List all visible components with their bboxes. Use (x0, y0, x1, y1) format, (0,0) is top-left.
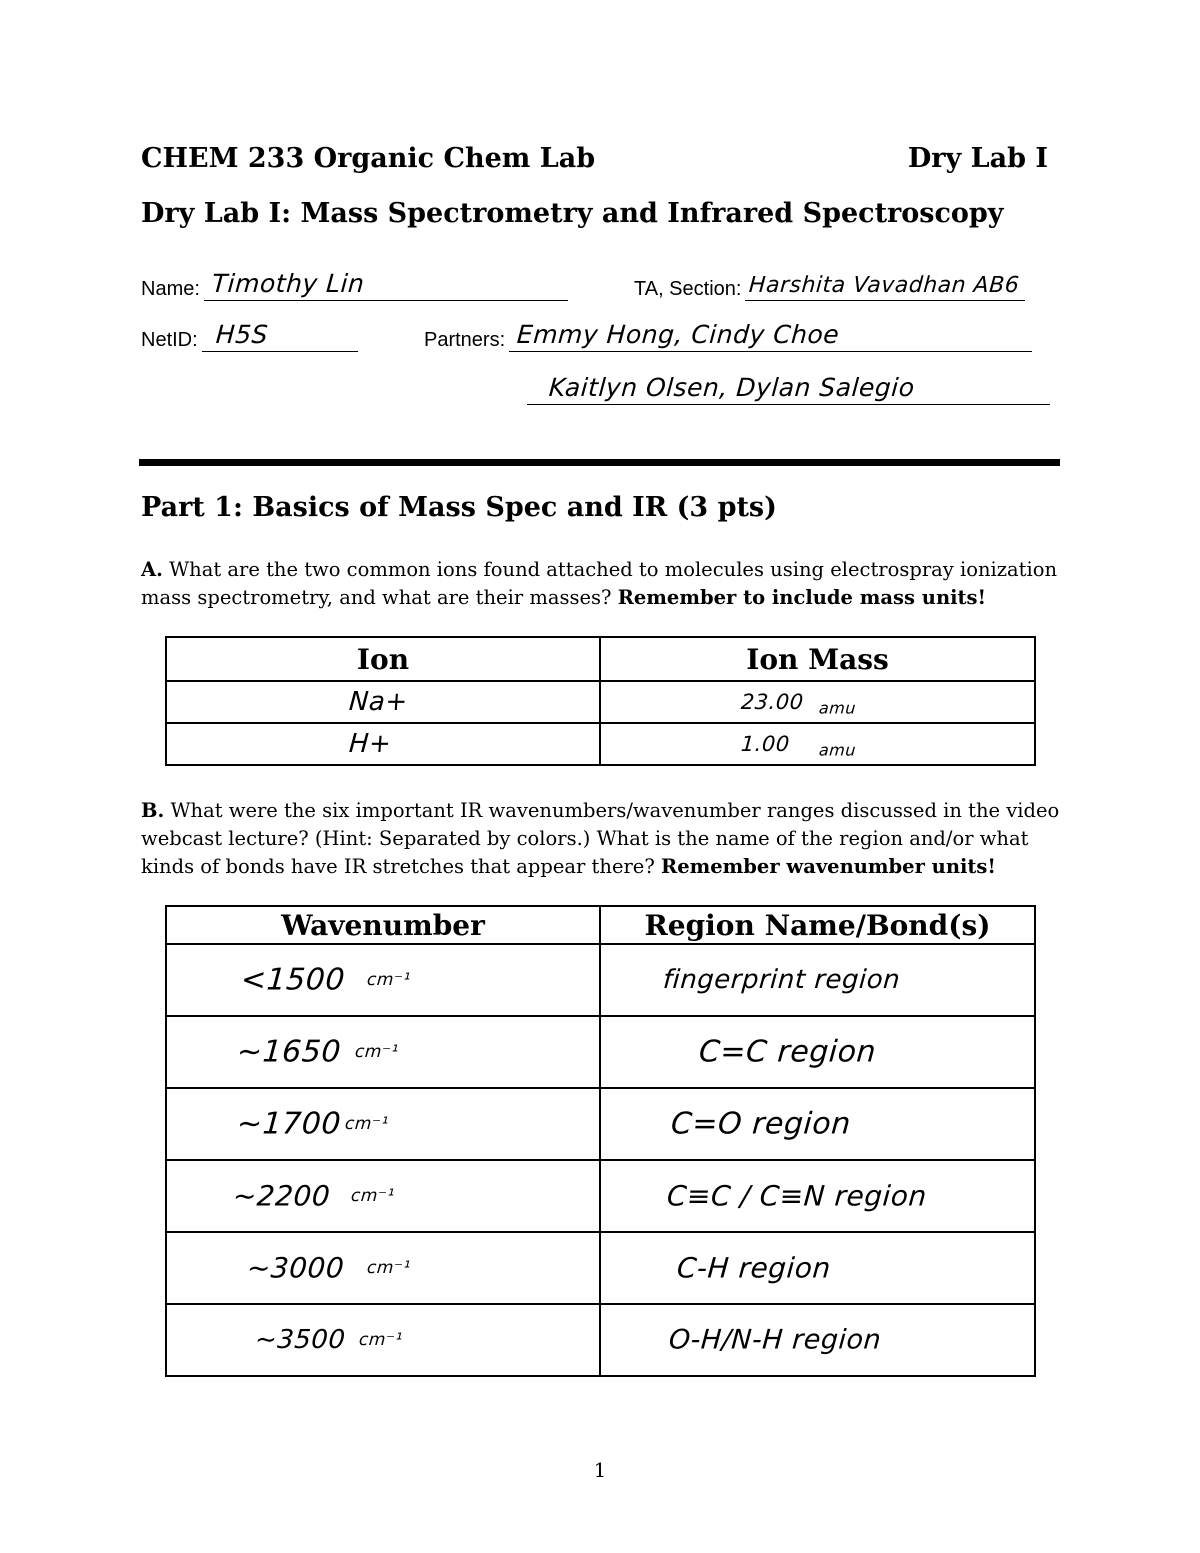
table-row (166, 1160, 1035, 1232)
ion-value: Na+ (347, 687, 409, 717)
ion-table (165, 636, 1036, 766)
partners-label: Partners: (424, 329, 506, 351)
wavenumber-header: Wavenumber (166, 906, 600, 944)
name-blank[interactable] (204, 270, 568, 301)
table-row (166, 1088, 1035, 1160)
table-row (166, 944, 1035, 1016)
ir-table-header (166, 906, 1035, 944)
ion-mass-unit: amu (818, 698, 857, 718)
part-title: Part 1: Basics of Mass Spec and IR (3 pts) (141, 492, 777, 523)
wavenumber-cell[interactable] (166, 1160, 600, 1232)
partners-field-2 (527, 374, 1050, 405)
partners-line-1: Emmy Hong, Cindy Choe (516, 320, 841, 349)
region-cell[interactable] (600, 1160, 1035, 1232)
wavenumber-value: ~2200 (231, 1179, 332, 1213)
wavenumber-unit: cm⁻¹ (350, 1186, 396, 1206)
ion-mass-cell[interactable] (600, 681, 1035, 723)
question-a (141, 556, 1066, 612)
ion-cell[interactable] (166, 681, 600, 723)
region-value: fingerprint region (661, 965, 902, 995)
region-value: O-H/N-H region (667, 1324, 883, 1356)
ion-header: Ion (166, 637, 600, 681)
wavenumber-unit: cm⁻¹ (358, 1330, 404, 1350)
partners-line-2: Kaitlyn Olsen, Dylan Salegio (547, 373, 916, 402)
document-title: Dry Lab I: Mass Spectrometry and Infrared Spectroscopy (141, 198, 1004, 229)
ion-mass-cell[interactable] (600, 723, 1035, 765)
ta-field (634, 270, 1025, 301)
region-value: C≡C / C≡N region (665, 1179, 928, 1213)
wavenumber-unit: cm⁻¹ (344, 1114, 390, 1134)
question-b-emphasis: Remember wavenumber units! (661, 855, 996, 878)
wavenumber-cell[interactable] (166, 1088, 600, 1160)
wavenumber-cell[interactable] (166, 944, 600, 1016)
section-divider (139, 459, 1060, 466)
wavenumber-value: ~1700 (235, 1106, 343, 1142)
region-cell[interactable] (600, 944, 1035, 1016)
ion-mass-value: 23.00 (740, 690, 805, 714)
ir-table (165, 905, 1036, 1377)
question-a-letter: A. (141, 558, 163, 581)
table-row (166, 723, 1035, 765)
netid-value: H5S (214, 320, 269, 349)
lab-number: Dry Lab I (907, 143, 1048, 174)
wavenumber-value: <1500 (239, 962, 347, 998)
wavenumber-unit: cm⁻¹ (366, 1258, 412, 1278)
name-value: Timothy Lin (210, 269, 366, 298)
ta-blank[interactable] (745, 270, 1025, 301)
region-cell[interactable] (600, 1232, 1035, 1304)
table-row (166, 681, 1035, 723)
name-label: Name: (141, 278, 200, 300)
table-row (166, 1016, 1035, 1088)
question-a-emphasis: Remember to include mass units! (617, 586, 987, 609)
wavenumber-cell[interactable] (166, 1016, 600, 1088)
question-a-text: What are the two common ions found attached to molecules using electrospray ionization mass spectrometry, and what are their masses? (141, 558, 1058, 609)
region-header: Region Name/Bond(s) (600, 906, 1035, 944)
region-value: C=O region (669, 1106, 853, 1142)
partners-blank-1[interactable] (509, 321, 1032, 352)
region-cell[interactable] (600, 1304, 1035, 1376)
question-b-letter: B. (141, 799, 165, 822)
region-value: C-H region (675, 1251, 832, 1285)
region-cell[interactable] (600, 1088, 1035, 1160)
region-cell[interactable] (600, 1016, 1035, 1088)
question-b (141, 797, 1066, 881)
netid-label: NetID: (141, 329, 198, 351)
ion-mass-value: 1.00 (740, 732, 791, 756)
ion-mass-header: Ion Mass (600, 637, 1035, 681)
region-value: C=C region (697, 1034, 878, 1070)
ta-label: TA, Section: (634, 278, 742, 300)
netid-blank[interactable] (202, 321, 358, 352)
name-field (141, 270, 568, 301)
question-b-text: What were the six important IR wavenumbers/wavenumber ranges discussed in the video webcast lecture? (Hint: Separated by colors.) What is the name of the region and/or what kinds of bonds have IR stretches that appear there? (141, 799, 1060, 878)
partners-blank-2[interactable] (527, 374, 1050, 405)
netid-field (141, 321, 358, 352)
ion-table-header (166, 637, 1035, 681)
ion-cell[interactable] (166, 723, 600, 765)
table-row (166, 1304, 1035, 1376)
wavenumber-value: ~3000 (245, 1251, 346, 1285)
ion-mass-unit: amu (818, 740, 857, 760)
ta-value: Harshita Vavadhan AB6 (748, 273, 1021, 298)
partners-field (424, 321, 1032, 352)
page-number: 1 (593, 1458, 607, 1482)
wavenumber-unit: cm⁻¹ (366, 970, 412, 990)
ion-value: H+ (347, 729, 393, 759)
course-title: CHEM 233 Organic Chem Lab (141, 143, 596, 174)
wavenumber-cell[interactable] (166, 1304, 600, 1376)
wavenumber-value: ~1650 (235, 1034, 343, 1070)
wavenumber-unit: cm⁻¹ (354, 1042, 400, 1062)
table-row (166, 1232, 1035, 1304)
wavenumber-value: ~3500 (253, 1325, 347, 1355)
wavenumber-cell[interactable] (166, 1232, 600, 1304)
